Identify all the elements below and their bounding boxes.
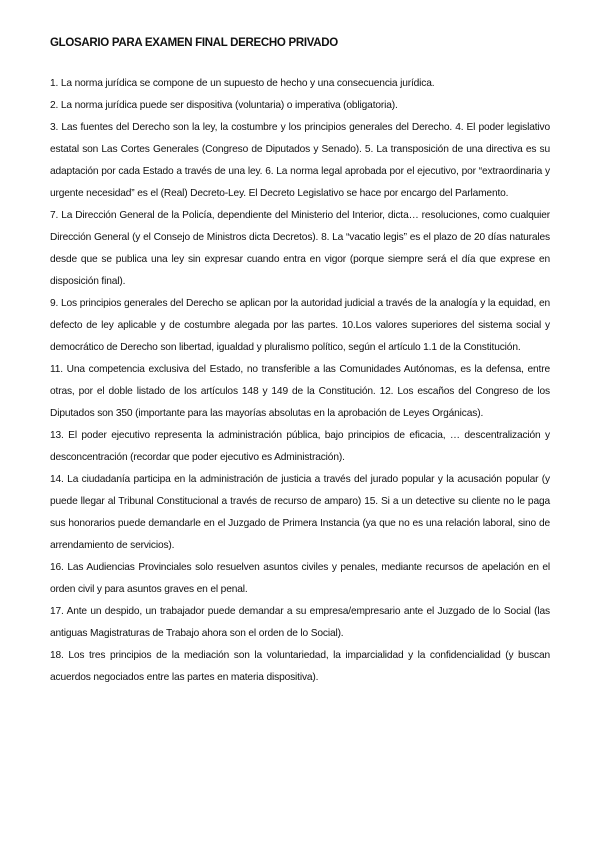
paragraph-9: 9. Los principios generales del Derecho se aplican por la autoridad judicial a través de la analogía y la equidad, en defecto de ley aplicable y de costumbre alegada por las partes. 10.Los valores superiores del sistema social y democrático de Derecho son libertad, igualdad y pluralismo político, según el artículo 1.1 de la Constitución.: [50, 298, 550, 353]
paragraph-3: 3. Las fuentes del Derecho son la ley, la costumbre y los principios generales del Derecho. 4. El poder legislativo estatal son Las Cortes Generales (Congreso de Diputados y Senado). 5. La transposición de una directiva es su adaptación por cada Estado a través de una ley. 6. La norma legal aprobada por el ejecutivo, por “extraordinaria y urgente necesidad” es el (Real) Decreto-Ley. El Decreto Legislativo se hace por encargo del Parlamento.: [50, 122, 550, 199]
paragraph-16: 16. Las Audiencias Provinciales solo resuelven asuntos civiles y penales, mediante recursos de apelación en el orden civil y para asuntos graves en el penal.: [50, 562, 550, 595]
paragraph-7: 7. La Dirección General de la Policía, dependiente del Ministerio del Interior, dicta… resoluciones, como cualquier Dirección General (y el Consejo de Ministros dicta Decretos). 8. La “vacatio legis” es el plazo de 20 días naturales desde que se publica una ley sin expresar cuando entra en vigor (porque siempre será el día que exprese en disposición final).: [50, 210, 550, 287]
paragraph-2: 2. La norma jurídica puede ser dispositiva (voluntaria) o imperativa (obligatoria).: [50, 100, 398, 111]
paragraph-1: 1. La norma jurídica se compone de un supuesto de hecho y una consecuencia jurídica.: [50, 78, 435, 89]
document-title: GLOSARIO PARA EXAMEN FINAL DERECHO PRIVADO: [50, 37, 338, 49]
paragraph-13: 13. El poder ejecutivo representa la administración pública, bajo principios de eficacia, … descentralización y desconcentración (recordar que poder ejecutivo es Administración).: [50, 430, 550, 463]
document-body: [50, 73, 550, 689]
paragraph-14: 14. La ciudadanía participa en la administración de justicia a través del jurado popular y la acusación popular (y puede llegar al Tribunal Constitucional a través de recurso de amparo) 15. Si a un detective su cliente no le paga sus honorarios puede demandarle en el Juzgado de Primera Instancia (ya que no es una relación laboral, sino de arrendamiento de servicios).: [50, 474, 550, 551]
paragraph-18: 18. Los tres principios de la mediación son la voluntariedad, la imparcialidad y la confidencialidad (y buscan acuerdos negociados entre las partes en materia dispositiva).: [50, 650, 550, 683]
paragraph-17: 17. Ante un despido, un trabajador puede demandar a su empresa/empresario ante el Juzgado de lo Social (las antiguas Magistraturas de Trabajo ahora son el orden de lo Social).: [50, 606, 550, 639]
paragraph-11: 11. Una competencia exclusiva del Estado, no transferible a las Comunidades Autónomas, es la defensa, entre otras, por el doble listado de los artículos 148 y 149 de la Constitución. 12. Los escaños del Congreso de los Diputados son 350 (importante para las mayorías absolutas en la aprobación de Leyes Orgánicas).: [50, 364, 550, 419]
